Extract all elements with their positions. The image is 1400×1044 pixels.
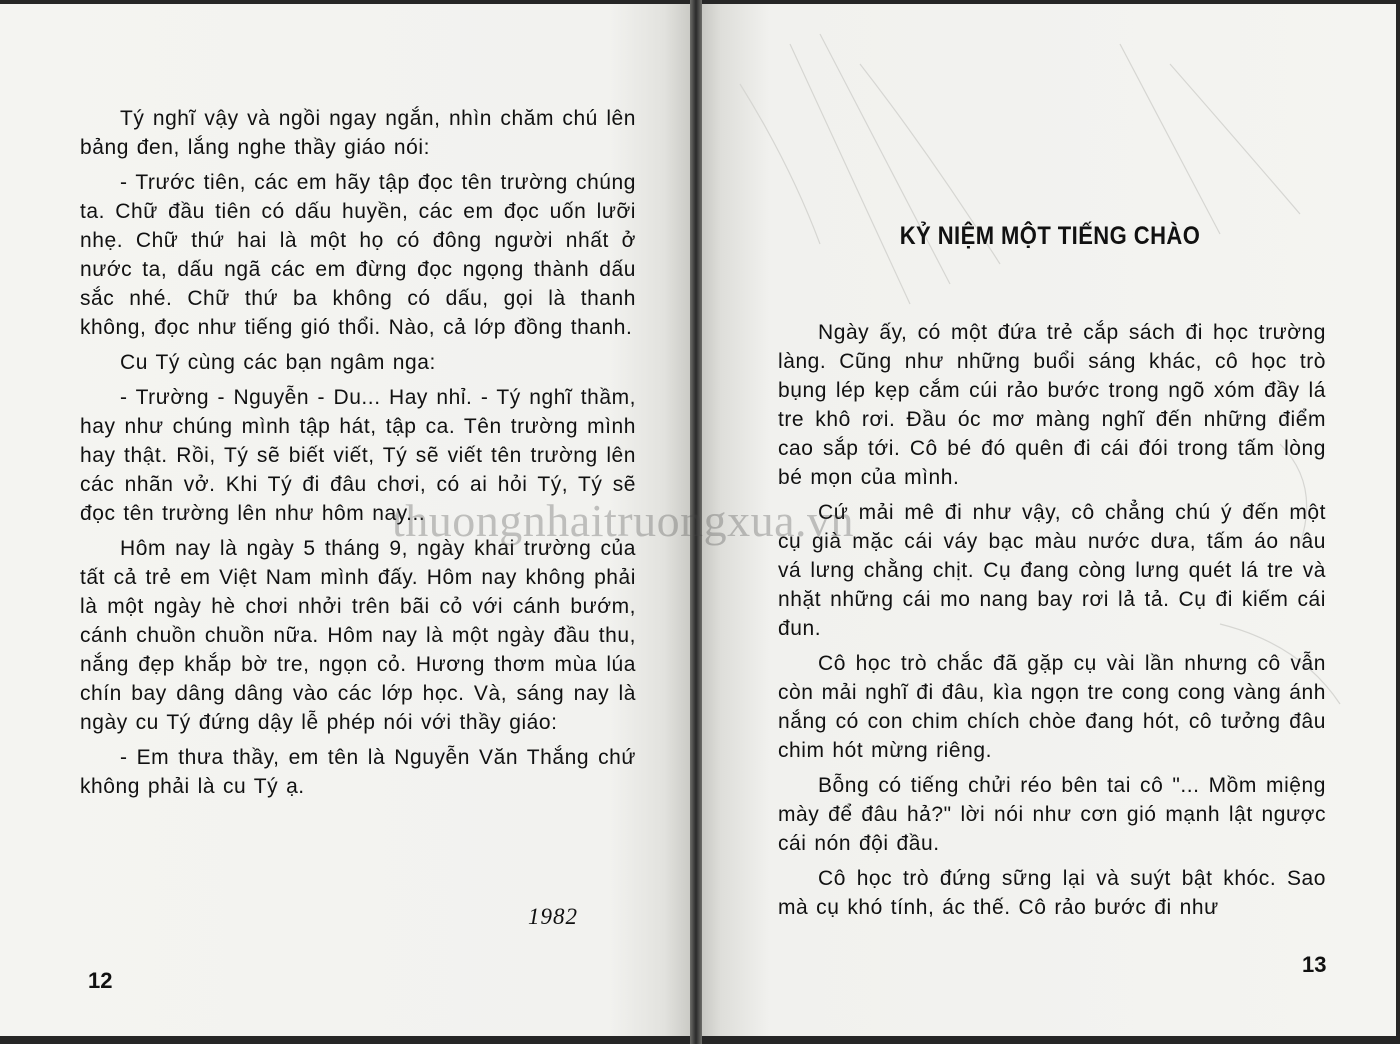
paragraph: Cô học trò đứng sững lại và suýt bật khóc. Sao mà cụ khó tính, ác thế. Cô rảo bước đi như [778,867,1326,919]
paragraph: Cu Tý cùng các bạn ngâm nga: [120,351,436,374]
paragraph: - Trước tiên, các em hãy tập đọc tên trường chúng ta. Chữ đầu tiên có dấu huyền, các em đọc uốn lưỡi nhẹ. Chữ thứ hai là một họ có đông người nhất ở nước ta, dấu ngã các em đừng đọc ngọng thành dấu sắc nhé. Chữ thứ ba không có dấu, gọi là thanh không, đọc như tiếng gió thổi. Nào, cả lớp đồng thanh. [80,171,636,339]
paragraph: - Trường - Nguyễn - Du... Hay nhỉ. - Tý nghĩ thầm, hay như chúng mình tập hát, tập ca. Tên trường mình hay thật. Rồi, Tý sẽ biết viết, Tý sẽ viết tên trường lên các nhãn vở. Khi Tý đi đâu chơi, có ai hỏi Tý, Tý sẽ đọc tên trường lên như hôm nay... [80,386,636,525]
paragraph: - Em thưa thầy, em tên là Nguyễn Văn Thắng chứ không phải là cu Tý ạ. [80,746,636,798]
paragraph: Cứ mải mê đi như vậy, cô chẳng chú ý đến một cụ già mặc cái váy bạc màu nước dưa, tấm áo nâu vá lưng chằng chịt. Cụ đang còng lưng quét lá tre và nhặt những cái mo nang bay rơi lả tả. Cụ đi kiếm cái đun. [778,501,1326,640]
left-page-text [80,104,636,807]
paragraph: Ngày ấy, có một đứa trẻ cắp sách đi học trường làng. Cũng như những buổi sáng khác, cô học trò bụng lép kẹp cắm cúi rảo bước trong ngõ xóm đầy lá tre khô rơi. Đầu óc mơ màng nghĩ đến những điểm cao sắp tới. Cô bé đó quên đi cái đói trong tấm lòng bé mọn của mình. [778,321,1326,489]
right-page-text [778,318,1326,928]
year-signature: 1982 [528,904,578,929]
watermark-text: thuongnhaitruongxua.vn [392,495,854,546]
chapter-title: KỶ NIỆM MỘT TIẾNG CHÀO [899,222,1201,250]
paragraph: Tý nghĩ vậy và ngồi ngay ngắn, nhìn chăm chú lên bảng đen, lắng nghe thầy giáo nói: [80,107,636,159]
page-number-left: 12 [88,968,113,993]
paragraph: Cô học trò chắc đã gặp cụ vài lần nhưng cô vẫn còn mải nghĩ đi đâu, kìa ngọn tre cong cong vàng ánh nắng có con chim chích chòe đang hót, cô tưởng đâu chim hót mừng riêng. [778,652,1326,762]
paragraph: Hôm nay là ngày 5 tháng 9, ngày khai trường của tất cả trẻ em Việt Nam mình đấy. Hôm nay không phải là một ngày hè chơi nhởi trên bãi cỏ với cánh bướm, cánh chuồn chuồn nữa. Hôm nay là một ngày đầu thu, nắng đẹp khắp bờ tre, ngọn cỏ. Hương thơm mùa lúa chín bay dâng dâng vào các lớp học. Và, sáng nay là ngày cu Tý đứng dậy lễ phép nói với thầy giáo: [80,537,636,734]
paragraph: Bỗng có tiếng chửi réo bên tai cô "... Mồm miệng mày để đâu hả?" lời nói như cơn gió mạnh lật ngược cái nón đội đầu. [778,774,1326,855]
page-number-right: 13 [1302,952,1327,977]
